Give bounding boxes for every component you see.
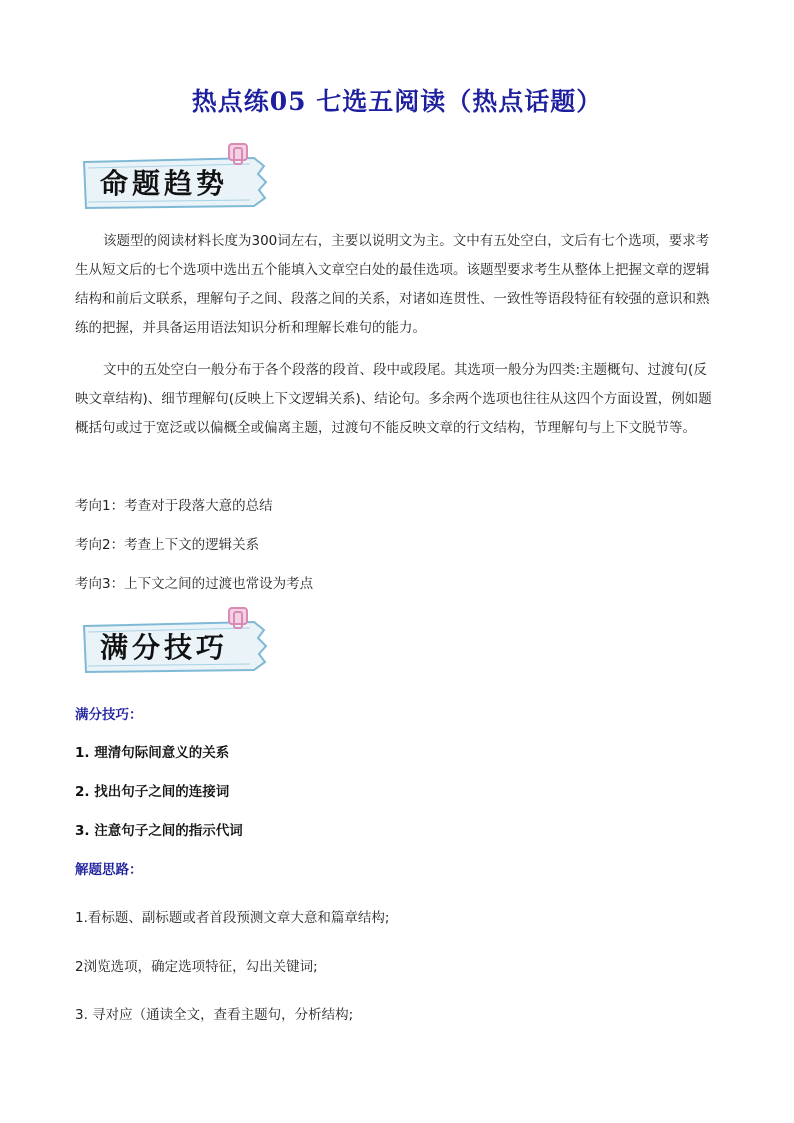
skill-item-2: 2. 找出句子之间的连接词 <box>75 784 230 800</box>
paragraph-intro-2: 文中的五处空白一般分布于各个段落的段首、段中或段尾。其选项一般分为四类:主题概句、过渡句(反映文章结构)、细节理解句(反映上下文逻辑关系)、结论句。多余两个选项也往往从这四个方面设置，例如题概括句或过于宽泛或以偏概全或偏离主题，过渡句不能反映文章的行文结构，节理解句与上下文脱节等。 <box>75 362 712 436</box>
paper-clip-icon <box>226 142 250 168</box>
skills-heading: 满分技巧： <box>75 707 143 723</box>
step-item-2: 2浏览选项，确定选项特征，勾出关键词; <box>75 959 318 975</box>
banner-label: 满分技巧 <box>100 631 229 664</box>
skill-item-1: 1. 理清句际间意义的关系 <box>75 745 230 761</box>
step-item-1: 1.看标题、副标题或者首段预测文章大意和篇章结构; <box>75 910 390 926</box>
document-title: 热点练05 七选五阅读（热点话题） <box>191 87 603 116</box>
direction-item-1: 考向1：考查对于段落大意的总结 <box>75 498 273 514</box>
paper-clip-icon <box>226 606 250 632</box>
section-banner-trend <box>78 152 270 212</box>
skill-item-3: 3. 注意句子之间的指示代词 <box>75 823 243 839</box>
section-banner-skills <box>78 616 270 676</box>
paragraph-intro-1: 该题型的阅读材料长度为300词左右，主要以说明文为主。文中有五处空白，文后有七个选项，要求考生从短文后的七个选项中选出五个能填入文章空白处的最佳选项。该题型要求考生从整体上把握文章的逻辑结构和前后文联系，理解句子之间、段落之间的关系，对诸如连贯性、一致性等语段特征有较强的意识和熟练的把握，并具备运用语法知识分析和理解长难句的能力。 <box>75 233 710 336</box>
direction-item-2: 考向2：考查上下文的逻辑关系 <box>75 537 260 553</box>
direction-item-3: 考向3：上下文之间的过渡也常设为考点 <box>75 576 314 592</box>
step-item-3: 3. 寻对应（通读全文，查看主题句，分析结构; <box>75 1007 354 1023</box>
banner-label: 命题趋势 <box>100 167 229 200</box>
approach-heading: 解题思路： <box>75 862 143 878</box>
